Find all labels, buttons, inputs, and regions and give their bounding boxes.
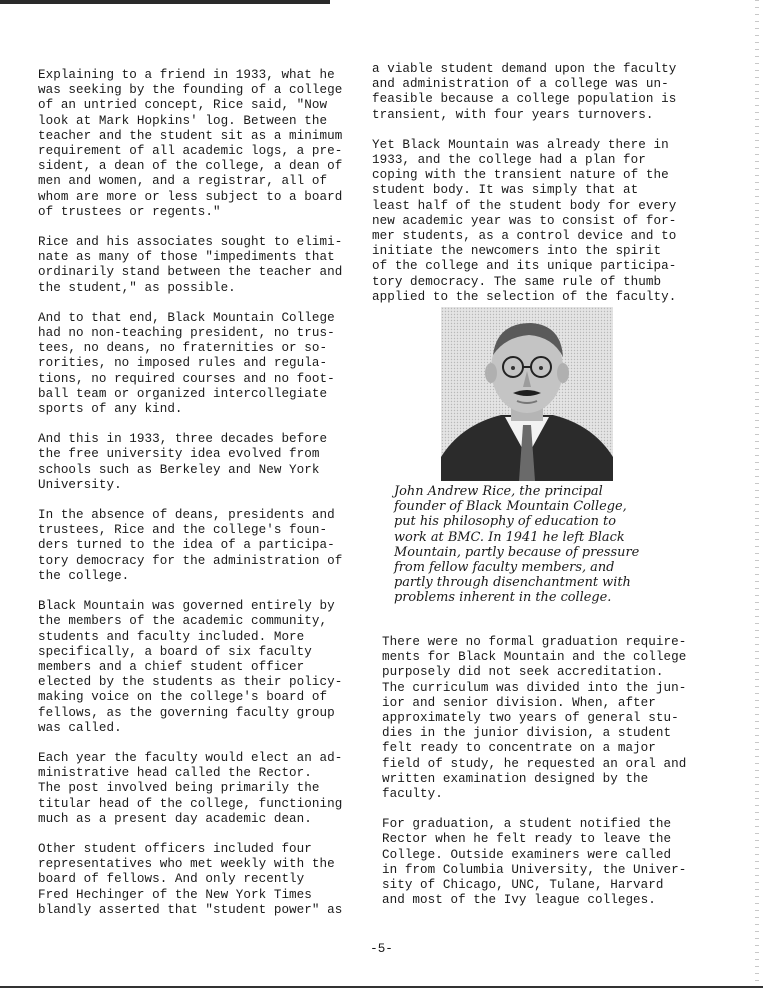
paragraph: Rice and his associates sought to elimi- nate as many of those "impediments that ordinarily stand between the teacher and the student," as possible. [38, 235, 343, 295]
paragraph: Black Mountain was governed entirely by the members of the academic community, students and faculty included. More specifically, a board of six faculty members and a chief student officer elected by the students as their policy- making voice on the college's board of fellows, as the governing faculty group was called. [38, 599, 343, 735]
right-column-bottom [382, 635, 688, 923]
top-scan-rule [0, 0, 763, 6]
paragraph: For graduation, a student notified the Rector when he felt ready to leave the College. Outside examiners were called in from Columbia University, the Univer- sity of Chicago, UNC, Tulane, Harvard and most of the Ivy league colleges. [382, 817, 687, 908]
right-column-top [372, 62, 682, 320]
paragraph: Explaining to a friend in 1933, what he was seeking by the founding of a college of an untried concept, Rice said, "Now look at Mark Hopkins' log. Between the teacher and the student sit as a minimum requirement of all academic logs, a pre- sident, a dean of the college, a dean of men and women, and a registrar, all of whom are more or less subject to a board of trustees or regents." [38, 68, 343, 219]
paragraph: In the absence of deans, presidents and trustees, Rice and the college's foun- ders turned to the idea of a participa- tory democracy for the administration of the college. [38, 508, 343, 583]
scan-edge-marks [755, 0, 759, 990]
paragraph: Each year the faculty would elect an ad- ministrative head called the Rector. The post involved being primarily the titular head of the college, functioning much as a present day academic dean. [38, 750, 343, 826]
photo-caption: John Andrew Rice, the principal founder of Black Mountain College, put his philosophy of education to work at BMC. In 1941 he left Black Mountain, partly because of pressure from fellow faculty members, and partly through disenchantment with problems inherent in the college. [394, 484, 640, 606]
paragraph: And to that end, Black Mountain College had no non-teaching president, no trus- tees, no deans, no fraternities or so- rorities, no imposed rules and regula- tions, no required courses and no foot- ball team or organized intercollegiate sports of any kind. [38, 310, 335, 417]
paragraph: Yet Black Mountain was already there in 1933, and the college had a plan for coping with the transient nature of the student body. It was simply that at least half of the student body for every new academic year was to consist of for- mer students, as a control device and to initiate the newcomers into the spirit of the college and its unique participa- tory democracy. The same rule of thumb applied to the selection of the faculty. [372, 137, 677, 304]
paragraph: There were no formal graduation require- ments for Black Mountain and the college purposely did not seek accreditation. The curriculum was divided into the jun- ior and senior division. When, after approximately two years of general stu- dies in the junior division, a student felt ready to concentrate on a major field of study, he requested an oral and written examination designed by the faculty. [382, 635, 687, 802]
paragraph: a viable student demand upon the faculty and administration of a college was un- feasible because a college population is transient, with four years turnovers. [372, 62, 677, 122]
portrait-photo [441, 307, 613, 481]
left-column [38, 68, 348, 933]
paragraph: And this in 1933, three decades before the free university idea evolved from schools such as Berkeley and New York University. [38, 432, 328, 492]
bottom-scan-rule [0, 986, 763, 988]
page-number: -5- [370, 942, 393, 956]
paragraph: Other student officers included four representatives who met weekly with the board of fellows. And only recently Fred Hechinger of the New York Times blandly asserted that "student power" as [38, 841, 343, 917]
